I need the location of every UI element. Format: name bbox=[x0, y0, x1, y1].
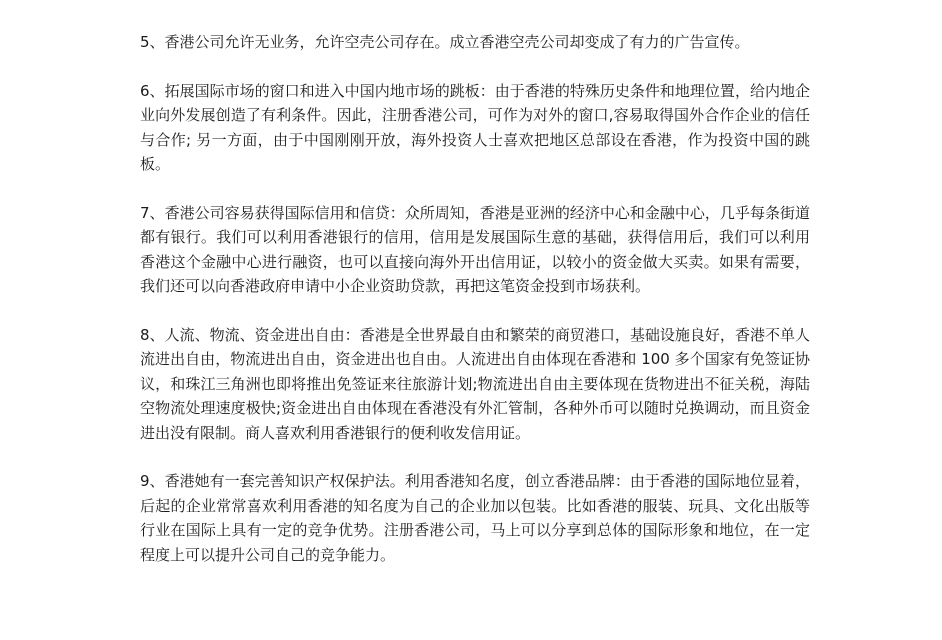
paragraph-item-7: 7、香港公司容易获得国际信用和信贷：众所周知，香港是亚洲的经济中心和金融中心，几乎每条街道都有银行。我们可以利用香港银行的信用，信用是发展国际生意的基础，获得信用后，我们可以利用香港这个金融中心进行融资，也可以直接向海外开出信用证，以较小的资金做大买卖。如果有需要，我们还可以向香港政府申请中小企业资助贷款，再把这笔资金投到市场获利。 bbox=[140, 203, 810, 295]
paragraph-item-5: 5、香港公司允许无业务，允许空壳公司存在。成立香港空壳公司却变成了有力的广告宣传。 bbox=[140, 33, 750, 51]
document-body bbox=[140, 30, 810, 591]
paragraph-item-9: 9、香港她有一套完善知识产权保护法。利用香港知名度，创立香港品牌：由于香港的国际地位显着，后起的企业常常喜欢利用香港的知名度为自己的企业加以包装。比如香港的服装、玩具、文化出版等行业在国际上具有一定的竞争优势。注册香港公司，马上可以分享到总体的国际形象和地位，在一定程度上可以提升公司自己的竞争能力。 bbox=[140, 472, 810, 564]
paragraph-item-6: 6、拓展国际市场的窗口和进入中国内地市场的跳板：由于香港的特殊历史条件和地理位置，给内地企业向外发展创造了有利条件。因此，注册香港公司，可作为对外的窗口,容易取得国外合作企业的信任与合作; 另一方面，由于中国刚刚开放，海外投资人士喜欢把地区总部设在香港，作为投资中国的跳板。 bbox=[140, 81, 810, 173]
paragraph-item-8: 8、人流、物流、资金进出自由：香港是全世界最自由和繁荣的商贸港口，基础设施良好，香港不单人流进出自由，物流进出自由，资金进出也自由。人流进出自由体现在香港和 100 多个国家有免签证协议，和珠江三角洲也即将推出免签证来往旅游计划;物流进出自由主要体现在货物进出不征关税，海陆空物流处理速度极快;资金进出自由体现在香港没有外汇管制，各种外币可以随时兑换调动，而且资金进出没有限制。商人喜欢利用香港银行的便利收发信用证。 bbox=[140, 325, 810, 442]
